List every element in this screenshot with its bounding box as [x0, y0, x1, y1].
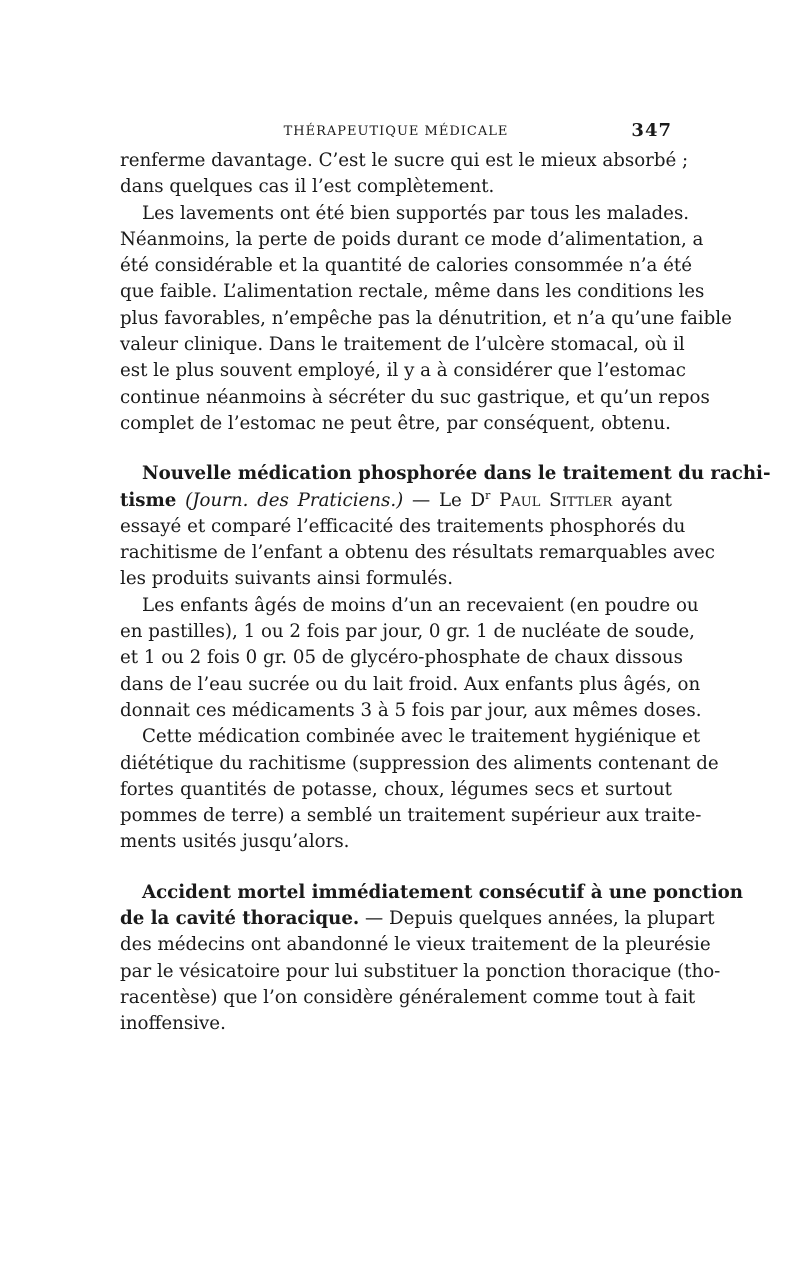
text-line: valeur clinique. Dans le traitement de l’ulcère stomacal, où il — [120, 334, 685, 356]
text-line: des médecins ont abandonné le vieux traitement de la pleurésie — [120, 934, 711, 956]
text-line: dans de l’eau sucrée ou du lait froid. Aux enfants plus âgés, on — [120, 673, 701, 695]
text-fragment: — Depuis quelques années, la plupart — [359, 908, 715, 930]
text-fragment: ayant — [612, 489, 672, 511]
text-line: donnait ces médicaments 3 à 5 fois par jour, aux mêmes doses. — [120, 699, 702, 721]
text-line: Néanmoins, la perte de poids durant ce mode d’alimentation, a — [120, 228, 704, 250]
section-thoracentesis — [120, 880, 743, 1038]
text-line: que faible. L’alimentation rectale, même dans les conditions les — [120, 281, 705, 303]
text-line: les produits suivants ainsi formulés. — [120, 568, 454, 590]
text-line: rachitisme de l’enfant a obtenu des résultats remarquables avec — [120, 542, 715, 564]
text-line: par le vésicatoire pour lui substituer la ponction thoracique (tho- — [120, 960, 721, 982]
text-line: continue néanmoins à sécréter du suc gastrique, et qu’un repos — [120, 386, 710, 408]
page-number: 347 — [631, 120, 672, 141]
text-line: en pastilles), 1 ou 2 fois par jour, 0 gr. 1 de nucléate de soude, — [120, 621, 695, 643]
section-title: Accident mortel immédiatement consécutif à une ponction — [142, 881, 743, 903]
text-line: renferme davantage. C’est le sucre qui est le mieux absorbé ; — [120, 150, 689, 171]
book-page — [120, 118, 771, 1038]
title-abbrev: r — [485, 488, 491, 502]
text-line: et 1 ou 2 fois 0 gr. 05 de glycéro-phosphate de chaux dissous — [120, 647, 683, 669]
text-line: inoffensive. — [120, 1013, 226, 1035]
text-line: est le plus souvent employé, il y a à considérer que l’estomac — [120, 360, 686, 382]
text-line: plus favorables, n’empêche pas la dénutrition, et n’a qu’une faible — [120, 307, 732, 329]
running-title: THÉRAPEUTIQUE MÉDICALE — [283, 124, 509, 139]
text-line: Cette médication combinée avec le traitement hygiénique et — [142, 726, 701, 748]
section-title-end: de la cavité thoracique. — [120, 908, 360, 930]
text-line: complet de l’estomac ne peut être, par conséquent, obtenu. — [120, 412, 671, 434]
text-line: dans quelques cas il l’est complètement. — [120, 176, 495, 198]
text-line: pommes de terre) a semblé un traitement supérieur aux traite- — [120, 805, 702, 827]
text-line: diététique du rachitisme (suppression des aliments contenant de — [120, 752, 719, 774]
running-header — [120, 118, 672, 148]
source-citation: (Journ. des Praticiens.) — [185, 489, 404, 511]
paragraph-rectal-feeding — [120, 148, 732, 437]
section-rickets — [120, 461, 771, 855]
section-title: Nouvelle médication phosphorée dans le traitement du rachi- — [142, 463, 771, 485]
text-line — [120, 906, 715, 932]
text-line: racentèse) que l’on considère généralement comme tout à fait — [120, 986, 696, 1008]
author-name: Paul Sittler — [499, 489, 613, 511]
text-fragment: — Le D — [403, 489, 486, 511]
section-title-end: tisme — [120, 489, 177, 511]
text-line: fortes quantités de potasse, choux, légumes secs et surtout — [120, 778, 672, 800]
text-line: Les enfants âgés de moins d’un an recevaient (en poudre ou — [142, 594, 699, 616]
text-line — [120, 488, 672, 514]
text-line: Les lavements ont été bien supportés par tous les malades. — [142, 202, 690, 224]
text-line: essayé et comparé l’efficacité des traitements phosphorés du — [120, 515, 686, 537]
text-line: été considérable et la quantité de calories consommée n’a été — [120, 255, 693, 277]
text-line: ments usités jusqu’alors. — [120, 831, 350, 853]
